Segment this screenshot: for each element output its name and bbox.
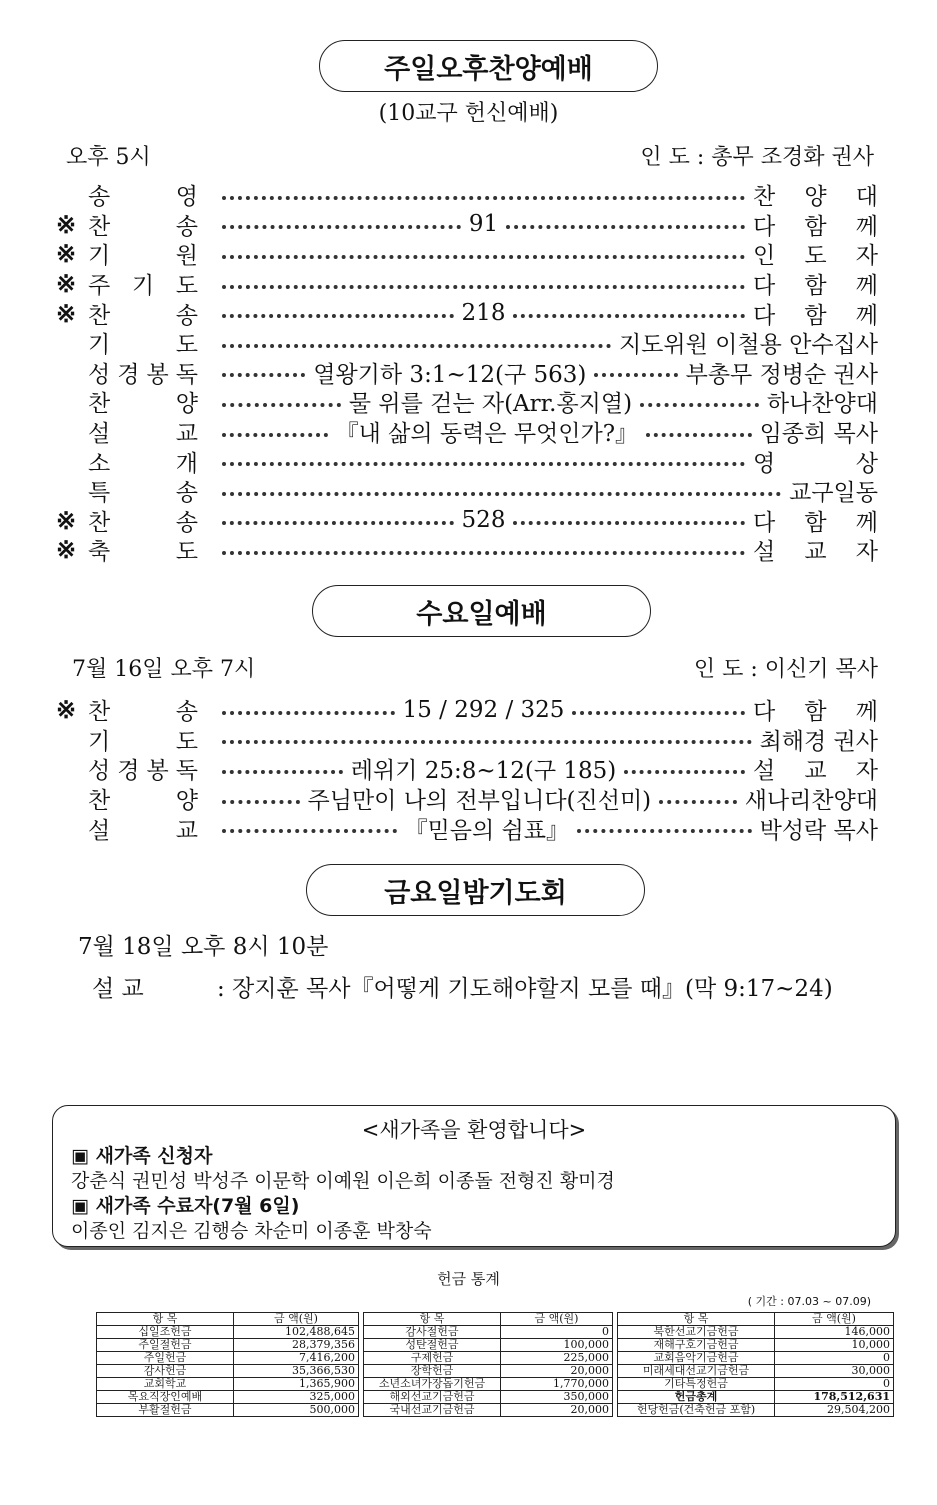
order-item-person: 다 함 께 [753, 699, 878, 726]
offering-item: 해외선교기금헌금 [364, 1391, 501, 1404]
order-item-label: 찬 송 [88, 302, 198, 329]
offering-item: 교회학교 [97, 1378, 234, 1391]
wednesday-info-line [72, 652, 878, 683]
offering-amount: 100,000 [501, 1339, 613, 1352]
offering-period: ( 기간 : 07.03 ~ 07.09) [747, 1295, 871, 1308]
order-item-person: 영 상 [753, 450, 878, 477]
offering-header-cell: 금 액(원) [775, 1313, 894, 1326]
order-item-person: 교구일동 [789, 480, 878, 507]
sunday-order-item [56, 446, 878, 476]
table-row [97, 1404, 894, 1417]
order-item-label: 찬 송 [88, 699, 198, 726]
table-row [97, 1352, 894, 1365]
table-row [97, 1326, 894, 1339]
dotted-leader [222, 507, 745, 533]
offering-amount: 178,512,631 [775, 1391, 894, 1404]
sunday-order-list [56, 180, 878, 565]
sunday-order-item [56, 180, 878, 210]
order-item-detail: 91 [468, 211, 499, 238]
offering-amount: 35,366,530 [234, 1365, 359, 1378]
offering-header-row [97, 1313, 894, 1326]
friday-sermon: : 장지훈 목사『어떻게 기도해야할지 모를 때』(막 9:17~24) [217, 976, 833, 1002]
offering-amount: 102,488,645 [234, 1326, 359, 1339]
friday-time: 7월 18일 오후 8시 10분 [78, 934, 329, 960]
friday-sermon-line [92, 970, 833, 1003]
dotted-leader [222, 782, 737, 815]
offering-amount: 1,770,000 [501, 1378, 613, 1391]
order-item-person: 설 교 자 [753, 758, 878, 785]
dotted-leader [222, 545, 745, 555]
order-item-label: 성 경 봉 독 [88, 361, 198, 388]
offering-item: 부활절헌금 [97, 1404, 234, 1417]
offering-item: 재해구호기금헌금 [618, 1339, 775, 1352]
sunday-order-item [56, 269, 878, 299]
dotted-leader [222, 249, 745, 259]
sunday-info-line [66, 140, 874, 171]
wednesday-order-item [56, 784, 878, 814]
offering-item: 주일절헌금 [97, 1339, 234, 1352]
dotted-leader [222, 456, 745, 466]
wednesday-order-item [56, 695, 878, 725]
sunday-order-item [56, 358, 878, 388]
order-item-person: 새나리찬양대 [744, 788, 878, 815]
friday-service-title: 금요일밤기도회 [306, 864, 645, 916]
order-item-label: 찬 양 [88, 788, 198, 815]
dotted-leader [222, 734, 752, 744]
wednesday-leader: 인 도 : 이신기 목사 [693, 657, 878, 682]
offering-header-cell: 금 액(원) [234, 1313, 359, 1326]
order-item-label: 특 송 [88, 480, 198, 507]
offering-item: 십일조헌금 [97, 1326, 234, 1339]
order-item-person: 다 함 께 [753, 213, 878, 240]
dotted-leader [222, 385, 759, 418]
order-item-detail: 528 [461, 507, 506, 534]
dotted-leader [222, 697, 745, 723]
order-item-label: 찬 양 [88, 391, 198, 418]
wednesday-service-title: 수요일예배 [312, 585, 651, 637]
table-row [97, 1391, 894, 1404]
order-item-label: 기 원 [88, 243, 198, 270]
dotted-leader [222, 190, 745, 200]
dotted-leader [222, 338, 611, 348]
sunday-order-item [56, 298, 878, 328]
applicants-names: 강춘식 권민성 박성주 이문학 이예원 이은희 이종돌 전형진 황미경 [71, 1170, 615, 1192]
order-item-detail: 15 / 292 / 325 [402, 696, 565, 723]
offering-amount: 350,000 [501, 1391, 613, 1404]
new-family-welcome-box [52, 1105, 896, 1247]
order-item-label: 찬 송 [88, 213, 198, 240]
order-item-person: 부총무 정병순 권사 [685, 361, 878, 388]
applicants-heading: ▣ 새가족 신청자 [71, 1145, 213, 1167]
sunday-order-item [56, 239, 878, 269]
standing-mark: ※ [56, 505, 77, 535]
offering-item: 국내선교기금헌금 [364, 1404, 501, 1417]
order-item-label: 소 개 [88, 450, 198, 477]
offering-amount: 20,000 [501, 1365, 613, 1378]
table-row [97, 1378, 894, 1391]
order-item-detail: 『믿음의 쉼표』 [404, 817, 569, 844]
dotted-leader [222, 356, 678, 389]
order-item-label: 찬 송 [88, 509, 198, 536]
offering-header-cell: 항 목 [618, 1313, 775, 1326]
sunday-service-title: 주일오후찬양예배 [319, 40, 658, 92]
offering-item: 헌금총계 [618, 1391, 775, 1404]
offering-amount: 0 [775, 1378, 894, 1391]
offering-item: 교회음악기금헌금 [618, 1352, 775, 1365]
sunday-leader: 인 도 : 총무 조경화 권사 [640, 145, 874, 170]
graduates-names: 이종인 김지은 김행승 차순미 이종훈 박창숙 [71, 1220, 432, 1242]
offering-item: 감사절헌금 [364, 1326, 501, 1339]
table-row [97, 1339, 894, 1352]
table-row [97, 1365, 894, 1378]
dotted-leader [222, 211, 745, 237]
order-item-person: 임종희 목사 [759, 421, 878, 448]
standing-mark: ※ [56, 695, 77, 725]
standing-mark: ※ [56, 298, 77, 328]
offering-amount: 30,000 [775, 1365, 894, 1378]
offering-item: 성탄절헌금 [364, 1339, 501, 1352]
sunday-order-item [56, 476, 878, 506]
order-item-label: 송 영 [88, 184, 198, 211]
offering-amount: 325,000 [234, 1391, 359, 1404]
dotted-leader [222, 486, 781, 496]
offering-amount: 0 [501, 1326, 613, 1339]
offering-item: 미래세대선교기금헌금 [618, 1365, 775, 1378]
wednesday-order-item [56, 813, 878, 843]
sunday-order-item [56, 210, 878, 240]
dotted-leader [222, 752, 745, 785]
order-item-label: 기 도 [88, 728, 198, 755]
dotted-leader [222, 415, 752, 448]
friday-sermon-label: 설 교 [92, 976, 144, 1002]
wednesday-order-list [56, 695, 878, 843]
offering-item: 장학헌금 [364, 1365, 501, 1378]
wednesday-order-item [56, 754, 878, 784]
order-item-label: 주 기 도 [88, 273, 198, 300]
dotted-leader [222, 279, 745, 289]
offering-amount: 28,379,356 [234, 1339, 359, 1352]
order-item-person: 하나찬양대 [766, 391, 878, 418]
offering-table [96, 1312, 894, 1417]
offering-header-cell: 항 목 [364, 1313, 501, 1326]
standing-mark: ※ [56, 535, 77, 565]
sunday-order-item [56, 328, 878, 358]
offering-item: 소년소녀가장돕기헌금 [364, 1378, 501, 1391]
order-item-label: 기 도 [88, 332, 198, 359]
offering-amount: 29,504,200 [775, 1404, 894, 1417]
order-item-detail: 레위기 25:8~12(구 185) [350, 758, 617, 785]
sunday-service-subtitle: (10교구 헌신예배) [378, 101, 559, 126]
dotted-leader [222, 812, 752, 845]
order-item-detail: 물 위를 걷는 자(Arr.홍지열) [348, 391, 633, 418]
offering-amount: 10,000 [775, 1339, 894, 1352]
offering-item: 북한선교기금헌금 [618, 1326, 775, 1339]
wednesday-time: 7월 16일 오후 7시 [72, 657, 256, 682]
offering-amount: 7,416,200 [234, 1352, 359, 1365]
sunday-order-item [56, 417, 878, 447]
dotted-leader [222, 300, 745, 326]
sunday-time: 오후 5시 [66, 145, 151, 170]
offering-amount: 0 [775, 1352, 894, 1365]
order-item-label: 축 도 [88, 539, 198, 566]
order-item-person: 찬 양 대 [753, 184, 878, 211]
welcome-title: <새가족을 환영합니다> [361, 1118, 587, 1142]
offering-header-cell: 금 액(원) [501, 1313, 613, 1326]
offering-amount: 225,000 [501, 1352, 613, 1365]
order-item-person: 인 도 자 [753, 243, 878, 270]
wednesday-order-item [56, 725, 878, 755]
standing-mark: ※ [56, 239, 77, 269]
offering-amount: 1,365,900 [234, 1378, 359, 1391]
offering-item: 주일헌금 [97, 1352, 234, 1365]
offering-amount: 146,000 [775, 1326, 894, 1339]
order-item-detail: 218 [461, 300, 506, 327]
order-item-label: 설 교 [88, 817, 198, 844]
order-item-label: 설 교 [88, 421, 198, 448]
offering-amount: 20,000 [501, 1404, 613, 1417]
sunday-order-item [56, 506, 878, 536]
offering-header-cell: 항 목 [97, 1313, 234, 1326]
order-item-person: 지도위원 이철용 안수집사 [618, 332, 878, 359]
order-item-detail: 열왕기하 3:1~12(구 563) [313, 361, 587, 388]
order-item-detail: 『내 삶의 동력은 무엇인가?』 [335, 421, 639, 448]
offering-title: 헌금 통계 [437, 1270, 500, 1288]
offering-item: 헌당헌금(건축헌금 포함) [618, 1404, 775, 1417]
offering-item: 구제헌금 [364, 1352, 501, 1365]
offering-item: 목요직장인예배 [97, 1391, 234, 1404]
order-item-person: 박성락 목사 [759, 817, 878, 844]
sunday-order-item [56, 535, 878, 565]
order-item-person: 다 함 께 [753, 302, 878, 329]
offering-item: 기타특정헌금 [618, 1378, 775, 1391]
order-item-person: 최해경 권사 [759, 728, 878, 755]
order-item-person: 다 함 께 [753, 509, 878, 536]
offering-item: 감사헌금 [97, 1365, 234, 1378]
offering-amount: 500,000 [234, 1404, 359, 1417]
graduates-heading: ▣ 새가족 수료자(7월 6일) [71, 1195, 300, 1217]
order-item-detail: 주님만이 나의 전부입니다(진선미) [307, 788, 652, 815]
order-item-person: 다 함 께 [753, 273, 878, 300]
sunday-order-item [56, 387, 878, 417]
order-item-label: 성 경 봉 독 [88, 758, 198, 785]
standing-mark: ※ [56, 209, 77, 239]
order-item-person: 설 교 자 [753, 539, 878, 566]
standing-mark: ※ [56, 269, 77, 299]
